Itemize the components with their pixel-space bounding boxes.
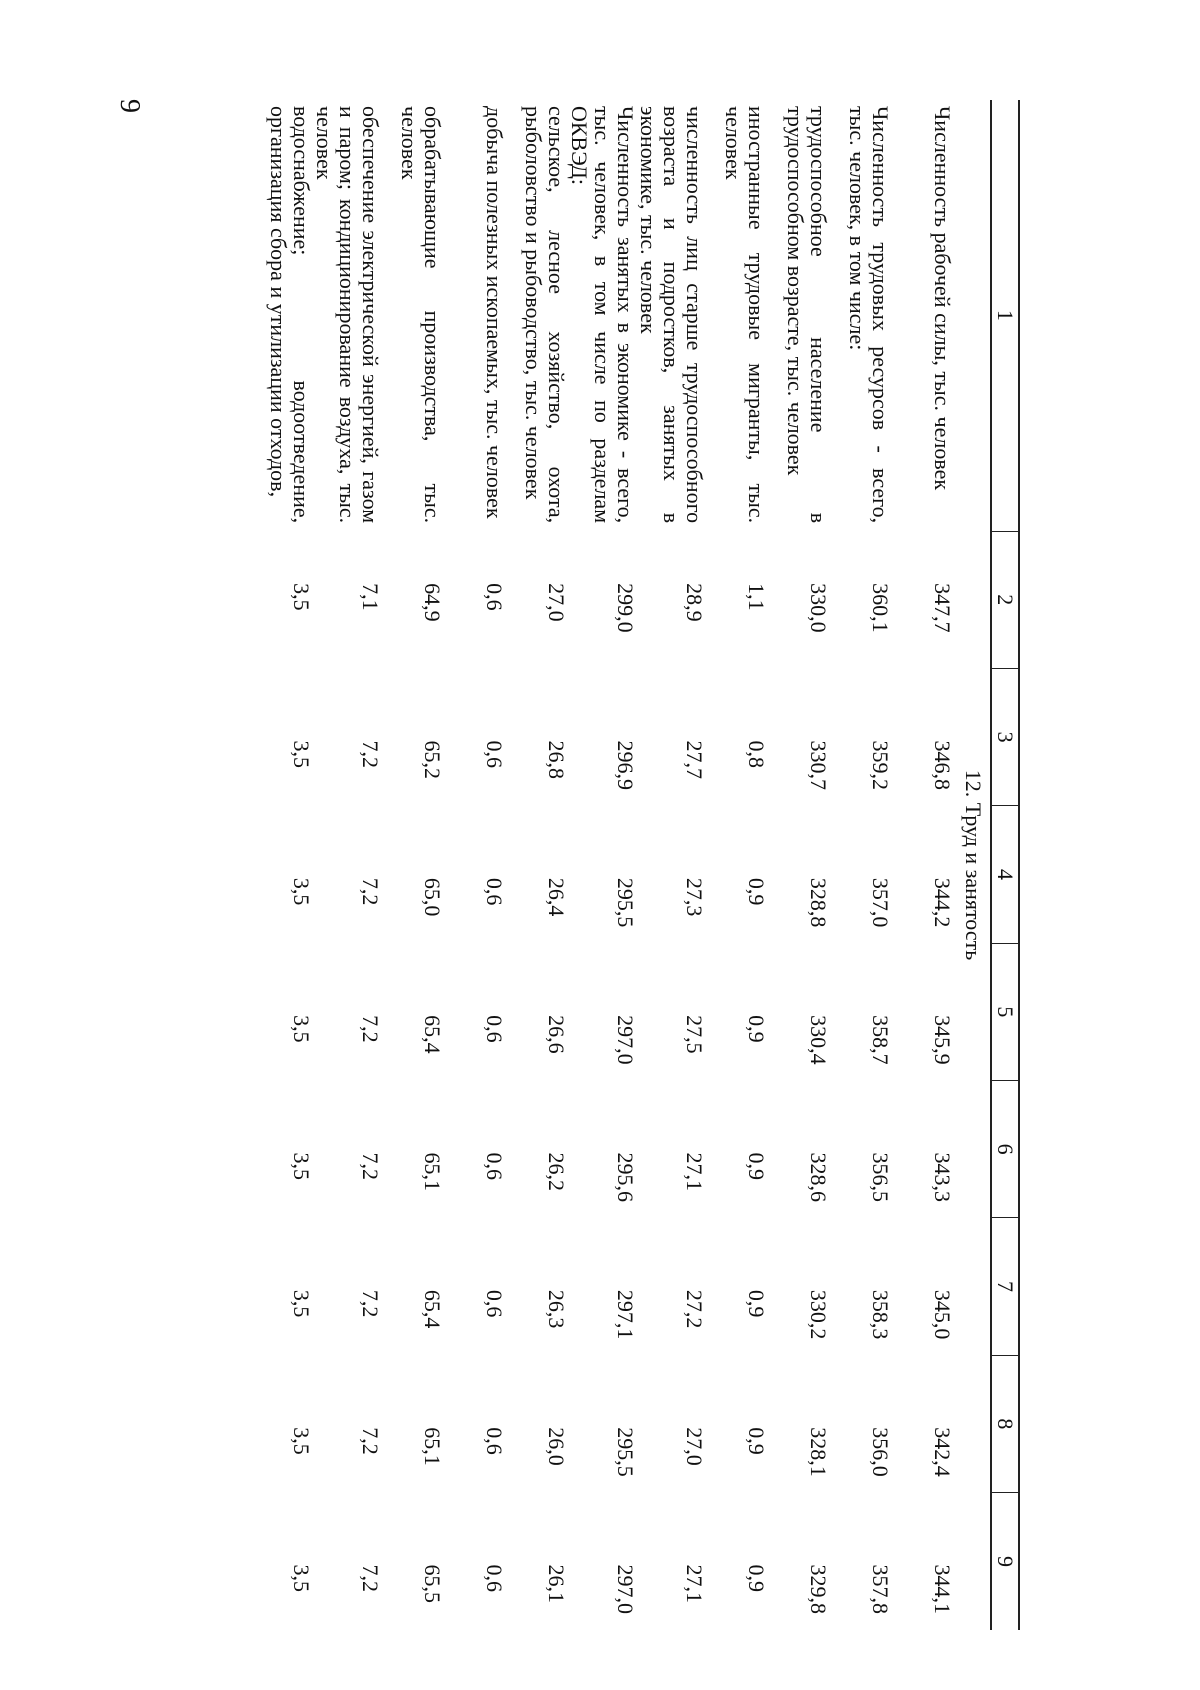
table-cell: 65,5: [420, 1564, 445, 1604]
table-cell: 297,0: [613, 1015, 638, 1065]
table-cell: 344,1: [930, 1564, 955, 1615]
table-cell: 0,6: [482, 1015, 507, 1043]
table-cell: 27,2: [682, 1289, 707, 1329]
row-label: Численность трудовых ресурсов - всего, тыс. человек, в том числе:: [845, 106, 893, 524]
column-header: 3: [991, 668, 1019, 805]
table-cell: 344,2: [930, 877, 955, 928]
table-cell: 1,1: [744, 583, 769, 611]
table-cell: 299,0: [613, 583, 638, 633]
column-number-header: [991, 100, 1019, 1630]
table-cell: 7,2: [358, 1152, 383, 1180]
table-row: [892, 100, 954, 1630]
table-cell: 330,0: [806, 583, 831, 633]
table-cell: 3,5: [289, 1152, 314, 1180]
table-cell: 7,1: [358, 583, 383, 611]
row-label: добыча полезных ископаемых, тыс. человек: [482, 106, 507, 519]
table-row: [251, 100, 313, 1630]
table-cell: 65,2: [420, 740, 445, 779]
table-cell: 7,2: [358, 877, 383, 906]
table-cell: 0,9: [744, 1015, 769, 1043]
table-cell: 0,6: [482, 1152, 507, 1180]
table-cell: 346,8: [930, 740, 955, 790]
column-header: 7: [991, 1218, 1019, 1355]
table-cell: 26,1: [544, 1564, 569, 1604]
table-cell: 64,9: [420, 583, 445, 622]
table-cell: 359,2: [868, 740, 893, 790]
table-cell: 0,9: [744, 1427, 769, 1455]
column-header: 2: [991, 531, 1019, 668]
table-cell: 328,1: [806, 1427, 831, 1477]
table-cell: 0,9: [744, 1564, 769, 1593]
table-cell: 357,0: [868, 877, 893, 928]
table-cell: 27,5: [682, 1015, 707, 1054]
table-cell: 347,7: [930, 583, 955, 633]
table-cell: 0,6: [482, 740, 507, 768]
table-cell: 26,2: [544, 1152, 569, 1191]
table-cell: 7,2: [358, 1564, 383, 1593]
table-cell: 295,5: [613, 877, 638, 928]
table-cell: 360,1: [868, 583, 893, 633]
table-cell: 65,4: [420, 1289, 445, 1329]
table-row: [830, 100, 892, 1630]
table-row: [313, 100, 382, 1630]
table-cell: 65,1: [420, 1152, 445, 1191]
table-cell: 343,3: [930, 1152, 955, 1202]
column-header: 4: [991, 806, 1019, 943]
table-cell: 0,6: [482, 1289, 507, 1318]
row-label: Численность рабочей силы, тыс. человек: [930, 106, 955, 491]
table-cell: 65,0: [420, 877, 445, 917]
column-header: 6: [991, 1081, 1019, 1218]
table-cell: 330,2: [806, 1289, 831, 1340]
table-row: [706, 100, 768, 1630]
table-cell: 26,4: [544, 877, 569, 917]
table-cell: 27,1: [682, 1152, 707, 1191]
table-cell: 0,6: [482, 1564, 507, 1593]
row-label: сельское, лесное хозяйство, охота, рыболовство и рыбоводство, тыс. человек: [521, 106, 569, 524]
table-cell: 27,7: [682, 740, 707, 779]
table-cell: 7,2: [358, 1015, 383, 1043]
row-label: иностранные трудовые мигранты, тыс. человек: [721, 106, 769, 524]
table-cell: 26,3: [544, 1289, 569, 1329]
row-label: обрабатывающие производства, тыс. человек: [397, 106, 445, 524]
table-row: [444, 100, 506, 1630]
table-cell: 357,8: [868, 1564, 893, 1615]
table-cell: 330,7: [806, 740, 831, 790]
table-cell: 3,5: [289, 1564, 314, 1593]
table-cell: 345,0: [930, 1289, 955, 1340]
table-cell: 0,6: [482, 1427, 507, 1455]
table-cell: 329,8: [806, 1564, 831, 1615]
table-cell: 65,1: [420, 1427, 445, 1466]
column-header: 1: [991, 100, 1019, 531]
table-cell: 328,8: [806, 877, 831, 928]
table-cell: 26,8: [544, 740, 569, 779]
table-cell: 297,0: [613, 1564, 638, 1615]
table-cell: 295,5: [613, 1427, 638, 1477]
table-cell: 345,9: [930, 1015, 955, 1065]
table-cell: 296,9: [613, 740, 638, 790]
table-cell: 0,9: [744, 877, 769, 906]
table-cell: 27,0: [544, 583, 569, 622]
section-title: 12. Труд и занятость: [961, 769, 986, 961]
table-cell: 328,6: [806, 1152, 831, 1202]
table-cell: 27,0: [682, 1427, 707, 1466]
column-header: 8: [991, 1355, 1019, 1492]
table-cell: 3,5: [289, 877, 314, 906]
table-row: [637, 100, 706, 1630]
table-cell: 0,8: [744, 740, 769, 768]
rotated-table-container: [200, 100, 1020, 1630]
row-label: трудоспособное население в трудоспособном возрасте, тыс. человек: [783, 106, 831, 524]
table-cell: 26,0: [544, 1427, 569, 1466]
table-cell: 3,5: [289, 1015, 314, 1043]
table-cell: 3,5: [289, 583, 314, 611]
table-cell: 0,6: [482, 877, 507, 906]
column-header: 9: [991, 1493, 1019, 1630]
column-header: 5: [991, 943, 1019, 1080]
table-cell: 3,5: [289, 1289, 314, 1318]
table-cell: 27,3: [682, 877, 707, 917]
table-cell: 0,9: [744, 1152, 769, 1180]
table-row: [568, 100, 637, 1630]
row-label: Численность занятых в экономике - всего, тыс. человек, в том числе по разделам ОКВЭД:: [567, 106, 638, 524]
table-cell: 0,6: [482, 583, 507, 611]
table-cell: 342,4: [930, 1427, 955, 1477]
table-cell: 27,1: [682, 1564, 707, 1604]
table-cell: 297,1: [613, 1289, 638, 1340]
table-cell: 3,5: [289, 740, 314, 768]
table-cell: 356,5: [868, 1152, 893, 1202]
section-title-row: [954, 100, 991, 1630]
page-number: 9: [114, 99, 145, 113]
table-cell: 356,0: [868, 1427, 893, 1477]
row-label: численность лиц старше трудоспособного возраста и подростков, занятых в экономике, тыс. человек: [636, 106, 707, 524]
table-cell: 0,9: [744, 1289, 769, 1318]
table-cell: 358,3: [868, 1289, 893, 1340]
table-cell: 7,2: [358, 740, 383, 768]
statistics-table: [251, 100, 1020, 1630]
row-label: водоснабжение; водоотведение, организация сбора и утилизации отходов,: [266, 106, 314, 524]
table-body: [251, 100, 991, 1630]
table-cell: 28,9: [682, 583, 707, 622]
table-cell: 26,6: [544, 1015, 569, 1054]
table-cell: 7,2: [358, 1289, 383, 1318]
table-cell: 65,4: [420, 1015, 445, 1054]
table-cell: 3,5: [289, 1427, 314, 1455]
table-cell: 330,4: [806, 1015, 831, 1065]
table-cell: 295,6: [613, 1152, 638, 1202]
row-label: обеспечение электрической энергией, газом и паром; кондиционирование воздуха, тыс. человек: [312, 106, 383, 524]
table-row: [506, 100, 568, 1630]
table-row: [382, 100, 444, 1630]
table-cell: 7,2: [358, 1427, 383, 1455]
table-cell: 358,7: [868, 1015, 893, 1065]
table-row: [768, 100, 830, 1630]
